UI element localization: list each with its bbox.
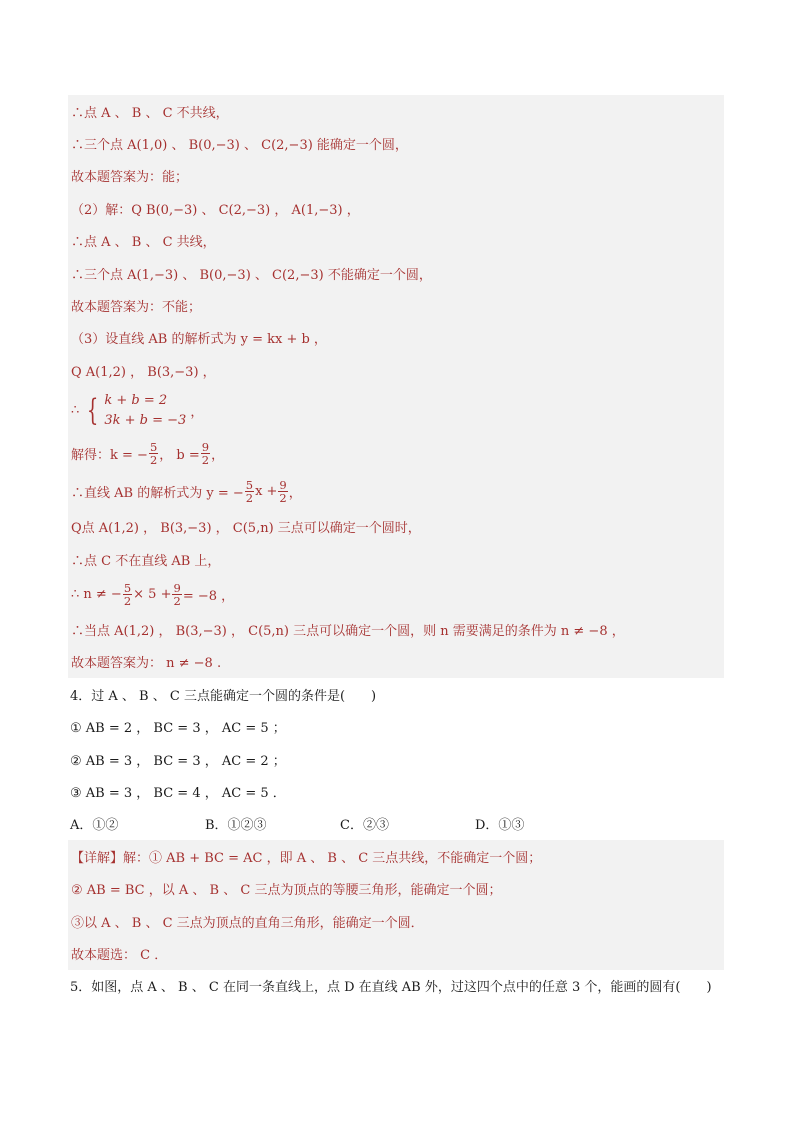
solution-block-1 [68,95,724,678]
sol2-line-4: 故本题选： C ． [71,947,168,963]
option-d[interactable]: D．①③ [475,818,525,834]
detail-tag: 【详解】 [71,850,124,866]
frac-den: 2 [201,453,210,468]
n-text-b: × 5 + [133,586,172,602]
equation-system-suffix: ， [190,405,204,421]
therefore-symbol: ∴ [71,403,80,419]
sol1-line-3: 故本题答案为：能； [71,170,189,186]
sol1-line-8: （3）设直线 AB 的解析式为 y = kx + b ， [71,332,327,348]
sol1-line-7: 故本题答案为：不能； [71,300,202,316]
sol1-line-5: ∴点 A 、 B 、 C 共线， [71,235,216,251]
fraction-5-2 [149,441,158,466]
sol1-line-17: 故本题答案为： n ≠ −8 . [71,656,222,672]
page [68,95,724,1002]
n-expression-line [68,575,724,613]
frac-num: 5 [123,580,132,595]
kb-text-c: ， [211,448,225,464]
sol1-line-13: Q点 A(1,2) ， B(3,−3) ， C(5,n) 三点可以确定一个圆时， [71,521,421,537]
frac-num: 9 [173,580,181,595]
frac-num: 5 [245,477,254,492]
sol1-line-2: ∴三个点 A(1,0) 、 B(0,−3) 、 C(2,−3) 能确定一个圆， [71,138,408,154]
option-c[interactable]: C．②③ [340,818,389,834]
frac-den: 2 [245,491,254,506]
sol2-line-1 [68,840,724,872]
n-text-a: ∴ n ≠ − [71,586,122,602]
question-4-stem: 4．过 A 、 B 、 C 三点能确定一个圆的条件是( ) [70,688,377,704]
fraction-5-2 [123,582,132,607]
sol1-line-14: ∴点 C 不在直线 AB 上， [71,553,221,569]
question-4-condition-3: ③ AB = 3 ， BC = 4 ， AC = 5 ． [70,785,286,801]
sol1-line-4: （2）解：Q B(0,−3) 、 C(2,−3) ， A(1,−3) ， [71,202,360,218]
fraction-5-2 [245,479,254,504]
frac-den: 2 [173,593,181,608]
ab-text-c: ， [288,486,302,502]
sol2-line-3: ③以 A 、 B 、 C 三点为顶点的直角三角形，能确定一个圆． [71,915,424,931]
fraction-9-2 [201,441,210,466]
kb-text-a: 解得：k = − [71,448,148,464]
option-a[interactable]: A．①② [70,818,119,834]
left-brace: { [87,392,99,428]
sol1-line-1: ∴点 A 、 B 、 C 不共线， [71,105,229,121]
frac-num: 5 [149,439,158,454]
equation-2: 3k + b = −3 [104,412,187,428]
question-4-condition-1: ① AB = 2 ， BC = 3 ， AC = 5 ； [70,721,286,737]
question-4-options [68,808,724,840]
equation-system [83,391,186,430]
sol2-line-1-text: 解：① AB + BC = AC ，即 A 、 B 、 C 三点共线，不能确定一个圆； [123,850,542,866]
ab-text-b: x + [255,484,278,500]
line-ab-expression [68,473,724,511]
fraction-9-2 [172,582,181,607]
frac-num: 9 [279,477,287,492]
sol1-line-16: ∴当点 A(1,2) ， B(3,−3) ， C(5,n) 三点可以确定一个圆，则 n 需要满足的条件为 n ≠ −8 ， [71,623,625,639]
sol1-line-9: Q A(1,2) ， B(3,−3) ， [71,364,216,380]
n-text-c: = −8 ， [182,588,235,604]
sol1-line-6: ∴三个点 A(1,−3) 、 B(0,−3) 、 C(2,−3) 不能确定一个圆， [71,267,432,283]
kb-text-b: ， b = [159,448,200,464]
frac-den: 2 [149,453,158,468]
frac-den: 2 [279,491,287,506]
solution-block-2 [68,840,724,970]
solution-kb-line [68,435,724,473]
fraction-9-2 [278,479,287,504]
sol2-line-2: ② AB = BC ，以 A 、 B 、 C 三点为顶点的等腰三角形，能确定一个圆； [71,883,502,899]
option-b[interactable]: B．①②③ [205,818,267,834]
frac-num: 9 [201,439,210,454]
equation-1: k + b = 2 [104,393,168,409]
equation-system-line [68,387,724,435]
ab-text-a: ∴直线 AB 的解析式为 y = − [71,486,244,502]
question-4-condition-2: ② AB = 3 ， BC = 3 ， AC = 2 ； [70,753,286,769]
question-5-stem: 5．如图，点 A 、 B 、 C 在同一条直线上，点 D 在直线 AB 外，过这四个点中的任意 3 个，能画的圆有( ) [70,980,712,996]
frac-den: 2 [123,593,132,608]
